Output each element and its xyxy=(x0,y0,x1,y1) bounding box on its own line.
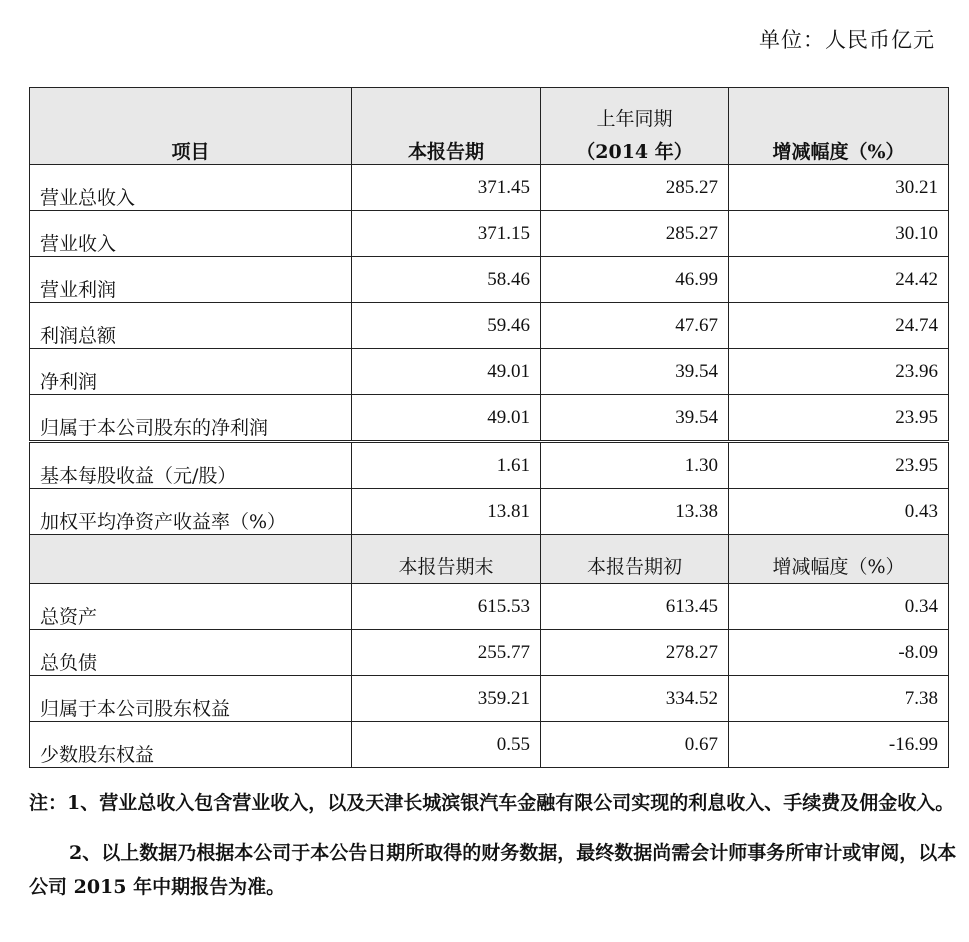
row-label: 基本每股收益（元/股） xyxy=(30,442,352,489)
table-row xyxy=(30,722,949,768)
cell-prior: 285.27 xyxy=(541,165,729,211)
cell-change: 0.43 xyxy=(729,489,949,535)
cell-end: 615.53 xyxy=(352,584,541,630)
row-label: 总负债 xyxy=(30,630,352,676)
row-label: 归属于本公司股东权益 xyxy=(30,676,352,722)
cell-change: 24.74 xyxy=(729,303,949,349)
header-change-2: 增减幅度（%） xyxy=(729,535,949,584)
header-prior-period xyxy=(541,88,729,165)
table-row xyxy=(30,442,949,489)
cell-current: 1.61 xyxy=(352,442,541,489)
footnote-2: 2、以上数据乃根据本公司于本公告日期所取得的财务数据，最终数据尚需会计师事务所审计或审阅，以本公司 2015 年中期报告为准。 xyxy=(29,842,957,898)
cell-current: 371.45 xyxy=(352,165,541,211)
cell-begin: 0.67 xyxy=(541,722,729,768)
cell-current: 59.46 xyxy=(352,303,541,349)
footnotes xyxy=(29,786,959,904)
subheader-blank xyxy=(30,535,352,584)
row-label: 营业收入 xyxy=(30,211,352,257)
table-row xyxy=(30,211,949,257)
header-change: 增减幅度（%） xyxy=(729,88,949,165)
header-item: 项目 xyxy=(30,88,352,165)
table-row xyxy=(30,630,949,676)
cell-begin: 613.45 xyxy=(541,584,729,630)
cell-end: 0.55 xyxy=(352,722,541,768)
row-label: 营业总收入 xyxy=(30,165,352,211)
cell-change: 23.95 xyxy=(729,442,949,489)
cell-prior: 285.27 xyxy=(541,211,729,257)
cell-change: -16.99 xyxy=(729,722,949,768)
header-period-begin: 本报告期初 xyxy=(541,535,729,584)
cell-current: 13.81 xyxy=(352,489,541,535)
cell-current: 58.46 xyxy=(352,257,541,303)
cell-prior: 1.30 xyxy=(541,442,729,489)
cell-change: 0.34 xyxy=(729,584,949,630)
table-subheader-row xyxy=(30,535,949,584)
cell-end: 359.21 xyxy=(352,676,541,722)
row-label: 净利润 xyxy=(30,349,352,395)
table-header-row xyxy=(30,88,949,165)
cell-begin: 334.52 xyxy=(541,676,729,722)
cell-prior: 39.54 xyxy=(541,395,729,442)
table-row xyxy=(30,489,949,535)
table-row xyxy=(30,676,949,722)
cell-prior: 39.54 xyxy=(541,349,729,395)
footnote-1: 注：1、营业总收入包含营业收入，以及天津长城滨银汽车金融有限公司实现的利息收入、手续费及佣金收入。 xyxy=(29,792,955,814)
cell-prior: 47.67 xyxy=(541,303,729,349)
header-prior-line1: 上年同期 xyxy=(596,108,673,130)
cell-change: 23.96 xyxy=(729,349,949,395)
cell-current: 49.01 xyxy=(352,395,541,442)
header-prior-line2: （2014 年） xyxy=(576,141,693,163)
cell-end: 255.77 xyxy=(352,630,541,676)
cell-change: 23.95 xyxy=(729,395,949,442)
table-row xyxy=(30,165,949,211)
cell-prior: 13.38 xyxy=(541,489,729,535)
row-label: 营业利润 xyxy=(30,257,352,303)
table-row xyxy=(30,303,949,349)
cell-change: 7.38 xyxy=(729,676,949,722)
table-row xyxy=(30,395,949,442)
row-label: 加权平均净资产收益率（%） xyxy=(30,489,352,535)
row-label: 少数股东权益 xyxy=(30,722,352,768)
table-row xyxy=(30,257,949,303)
row-label: 利润总额 xyxy=(30,303,352,349)
unit-label: 单位：人民币亿元 xyxy=(759,28,935,52)
cell-prior: 46.99 xyxy=(541,257,729,303)
cell-begin: 278.27 xyxy=(541,630,729,676)
table-row xyxy=(30,349,949,395)
header-period-end: 本报告期末 xyxy=(352,535,541,584)
cell-change: 30.21 xyxy=(729,165,949,211)
cell-current: 49.01 xyxy=(352,349,541,395)
financial-table xyxy=(29,87,949,768)
header-current-period: 本报告期 xyxy=(352,88,541,165)
row-label: 总资产 xyxy=(30,584,352,630)
cell-current: 371.15 xyxy=(352,211,541,257)
cell-change: 30.10 xyxy=(729,211,949,257)
cell-change: -8.09 xyxy=(729,630,949,676)
row-label: 归属于本公司股东的净利润 xyxy=(30,395,352,442)
cell-change: 24.42 xyxy=(729,257,949,303)
table-row xyxy=(30,584,949,630)
